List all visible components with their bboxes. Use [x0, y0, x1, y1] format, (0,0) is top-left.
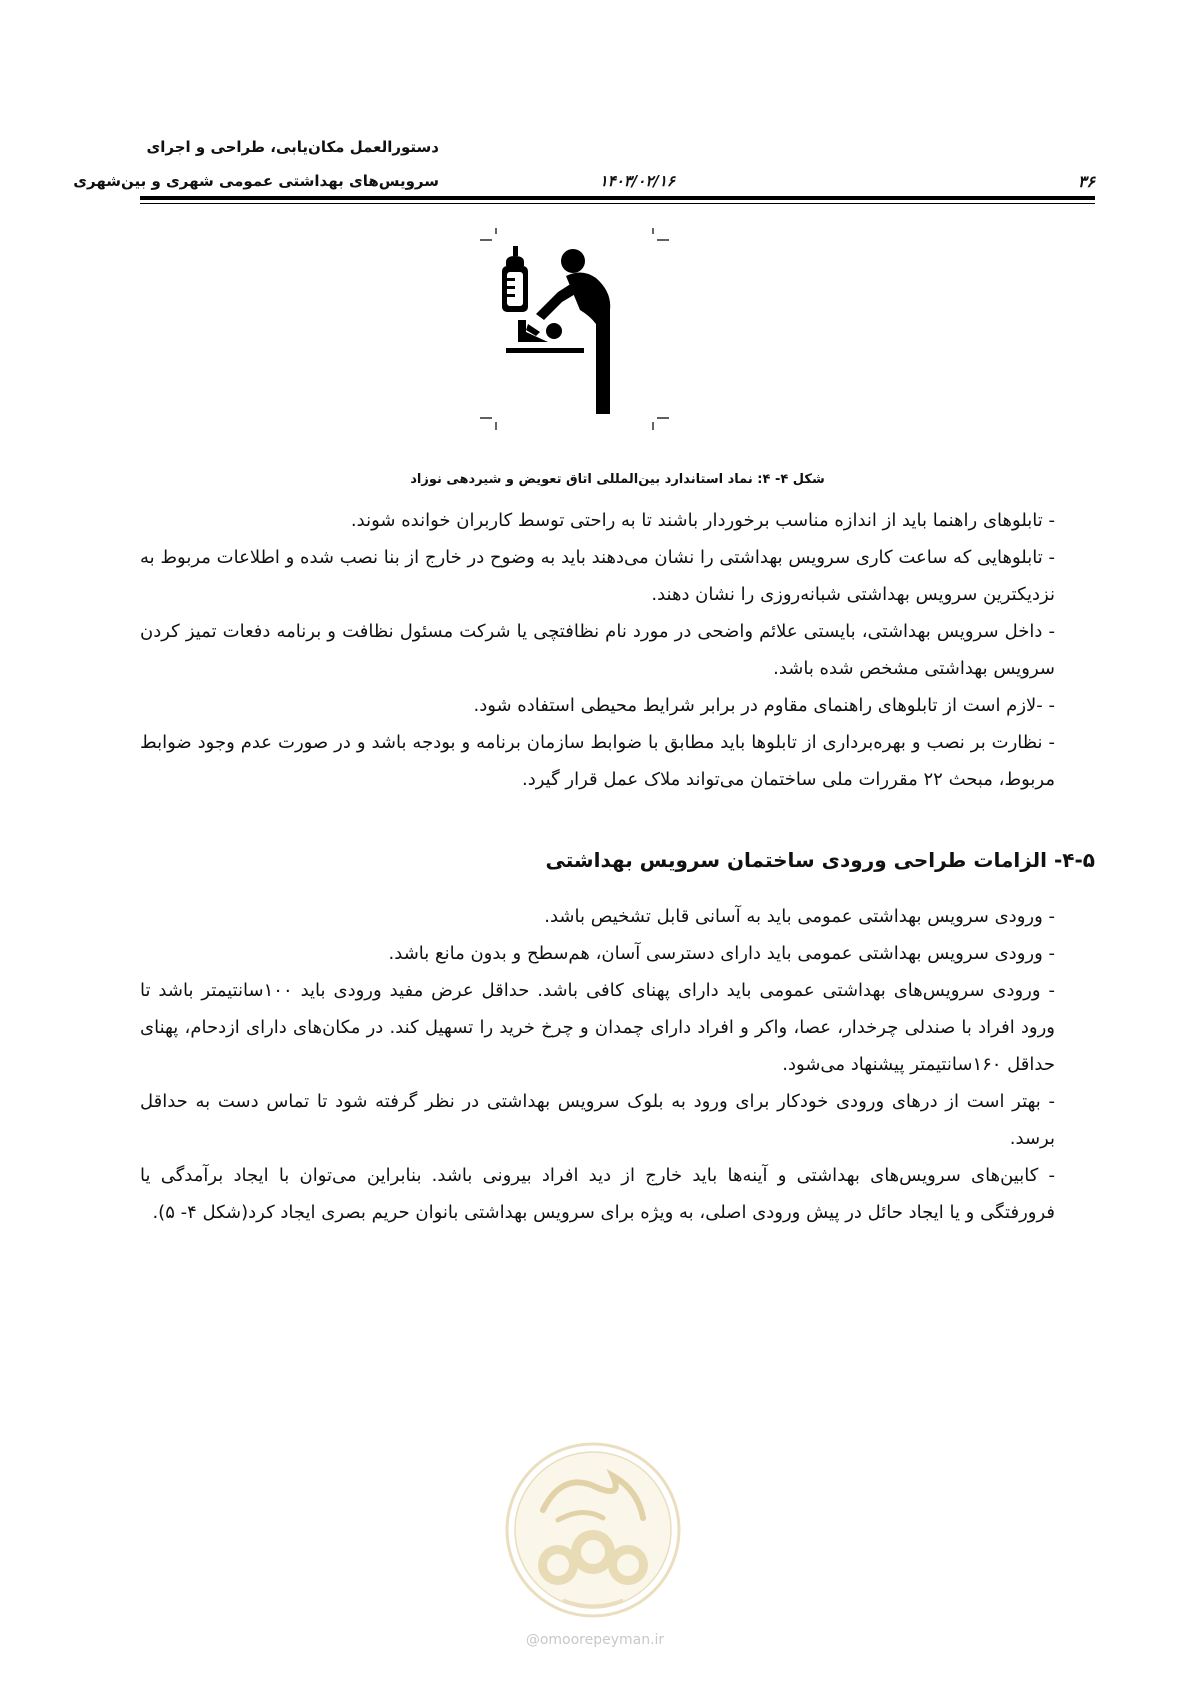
figure-baby-changing	[470, 228, 720, 463]
watermark-logo	[503, 1440, 683, 1620]
watermark-url: @omoorepeyman.ir	[525, 1632, 665, 1648]
header-line-1	[140, 138, 1095, 164]
paragraph: - تابلوهای راهنما باید از اندازه مناسب برخوردار باشند تا به راحتی توسط کاربران خوانده شوند.	[350, 510, 1055, 531]
page-number: ۳۶	[1077, 172, 1095, 191]
bottle-icon	[502, 246, 528, 312]
paragraph: - داخل سرویس بهداشتی، بایستی علائم واضحی در مورد نام نظافتچی یا شرکت مسئول نظافت و برنامه دفعات تمیز کردن سرویس بهداشتی مشخص شده باشد.	[140, 621, 1055, 679]
header-title-line2: سرویس‌های بهداشتی عمومی شهری و بین‌شهری	[73, 172, 439, 190]
header-rule-thick	[140, 196, 1095, 200]
baby-icon	[506, 320, 584, 353]
section1-body	[140, 502, 1055, 798]
baby-changing-icon	[470, 228, 720, 463]
paragraph: - -لازم است از تابلوهای راهنمای مقاوم در برابر شرایط محیطی استفاده شود.	[473, 695, 1055, 716]
figure-caption: شکل ۴- ۴: نماد استاندارد بین‌المللی اتاق تعویض و شیردهی نوزاد	[410, 472, 825, 487]
header-rule-thin	[140, 203, 1095, 204]
seal-logo-icon	[503, 1440, 683, 1620]
paragraph: - کابین‌های سرویس‌های بهداشتی و آینه‌ها باید خارج از دید افراد بیرونی باشد. بنابراین می‌توان با ایجاد برآمدگی یا فرورفتگی و یا ایجاد حائل در پیش ورودی اصلی، به ویژه برای سرویس بهداشتی بانوان حریم بصری ایجاد کرد(شکل ۴- ۵).	[140, 1165, 1055, 1223]
paragraph: - ورودی سرویس‌های بهداشتی عمومی باید دارای پهنای کافی باشد. حداقل عرض مفید ورودی باید ۱۰۰سانتیمتر باشد تا ورود افراد با صندلی چرخدار، عصا، واکر و افراد دارای چمدان و چرخ خرید را تسهیل کند. در مکان‌های دارای ازدحام، پهنای حداقل ۱۶۰سانتیمتر پیشنهاد می‌شود.	[140, 980, 1056, 1075]
section2-body	[140, 898, 1055, 1231]
header-line-2	[73, 172, 1095, 198]
header-title-line1: دستورالعمل مکان‌یابی، طراحی و اجرای	[146, 138, 439, 156]
paragraph: - ورودی سرویس بهداشتی عمومی باید به آسانی قابل تشخیص باشد.	[544, 906, 1055, 927]
section-heading: ۴-۵- الزامات طراحی ورودی ساختمان سرویس بهداشتی	[545, 848, 1095, 872]
paragraph: - بهتر است از درهای ورودی خودکار برای ورود به بلوک سرویس بهداشتی در نظر گرفته شود تا تماس دست به حداقل برسد.	[140, 1091, 1055, 1149]
paragraph: - تابلوهایی که ساعت کاری سرویس بهداشتی را نشان می‌دهند باید به وضوح در خارج از بنا نصب شده و اطلاعات مربوط به نزدیکترین سرویس بهداشتی شبانه‌روزی را نشان دهند.	[140, 547, 1055, 605]
paragraph: - ورودی سرویس بهداشتی عمومی باید دارای دسترسی آسان، هم‌سطح و بدون مانع باشد.	[388, 943, 1055, 964]
header-date: ۱۴۰۳/۰۲/۱۶	[599, 172, 675, 190]
paragraph: - نظارت بر نصب و بهره‌برداری از تابلوها باید مطابق با ضوابط سازمان برنامه و بودجه باشد و در صورت عدم وجود ضوابط مربوط، مبحث ۲۲ مقررات ملی ساختمان می‌تواند ملاک عمل قرار گیرد.	[140, 732, 1055, 790]
